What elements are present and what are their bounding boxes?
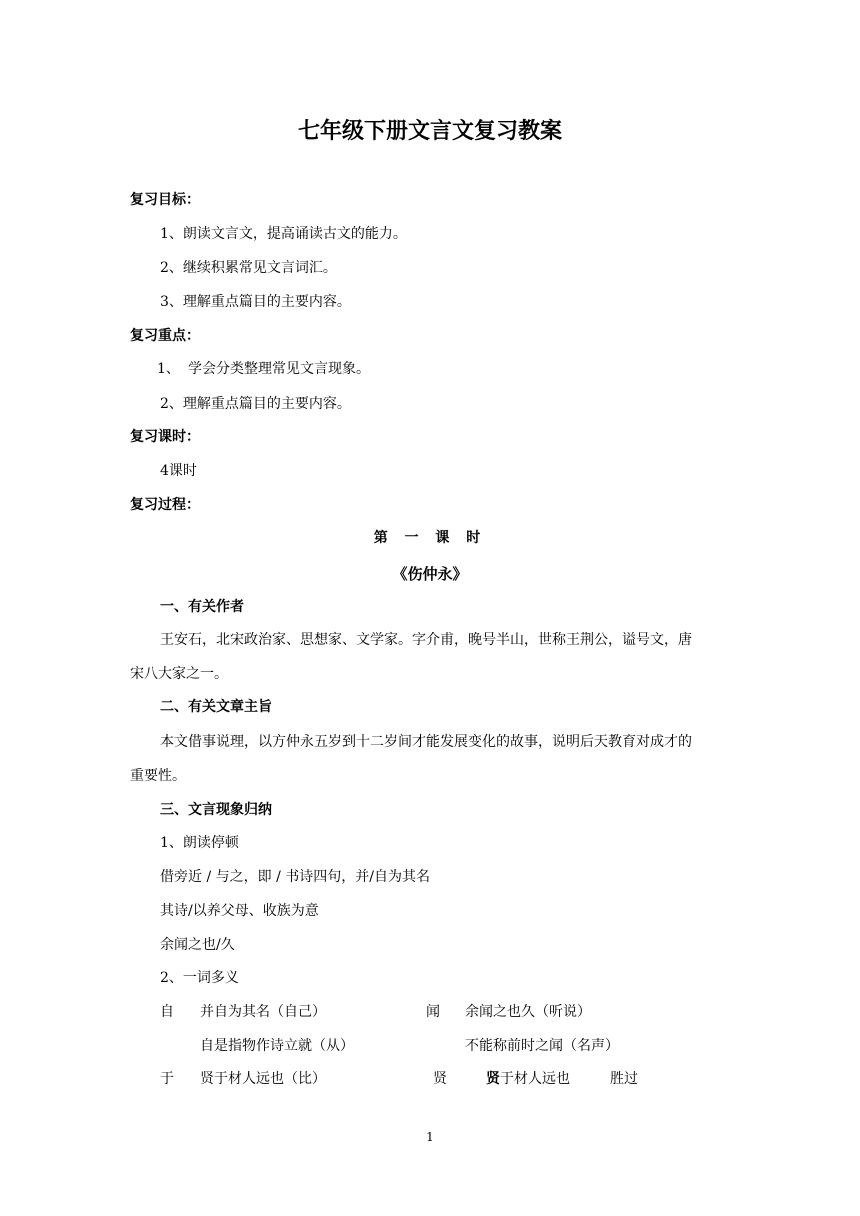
hours-value: 4课时 bbox=[160, 463, 197, 479]
pause-example-2: 其诗/以养父母、收族为意 bbox=[160, 903, 319, 919]
focus-item-1-text: 学会分类整理常见文言现象。 bbox=[188, 361, 370, 377]
page-number: 1 bbox=[426, 1130, 434, 1144]
pause-example-3: 余闻之也/久 bbox=[160, 937, 235, 953]
word-xian-example-rest: 于材人远也 bbox=[500, 1071, 570, 1087]
word-xian-example-1 bbox=[486, 1070, 570, 1088]
goal-item-1: 1、朗读文言文，提高诵读古文的能力。 bbox=[160, 226, 407, 242]
goal-item-3: 3、理解重点篇目的主要内容。 bbox=[160, 294, 351, 310]
goal-item-2: 2、继续积累常见文言词汇。 bbox=[160, 260, 337, 276]
document-title: 七年级下册文言文复习教案 bbox=[297, 119, 562, 144]
word-yu: 于 bbox=[160, 1071, 174, 1087]
focus-item-1-number: 1、 bbox=[157, 361, 180, 377]
theme-paragraph-line-1: 本文借事说理，以方仲永五岁到十二岁间才能发展变化的故事，说明后天教育对成才的 bbox=[160, 734, 692, 750]
word-xian-highlight: 贤 bbox=[486, 1071, 500, 1087]
word-zi-example-2: 自是指物作诗立就（从） bbox=[200, 1038, 354, 1054]
word-xian: 贤 bbox=[433, 1071, 447, 1087]
hours-heading: 复习课时： bbox=[130, 429, 200, 445]
lesson-label: 第 一 课 时 bbox=[373, 530, 487, 546]
author-paragraph-line-1: 王安石，北宋政治家、思想家、文学家。字介甫，晚号半山，世称王荆公，谥号文，唐 bbox=[160, 632, 692, 648]
word-zi: 自 bbox=[160, 1004, 174, 1020]
author-paragraph-line-2: 宋八大家之一。 bbox=[130, 666, 228, 682]
section-phenomena-heading: 三、文言现象归纳 bbox=[160, 802, 272, 818]
section-theme-heading: 二、有关文章主旨 bbox=[160, 699, 272, 715]
word-zi-example-1: 并自为其名（自己） bbox=[200, 1004, 326, 1020]
word-wen: 闻 bbox=[426, 1004, 440, 1020]
word-wen-example-1: 余闻之也久（听说） bbox=[465, 1004, 591, 1020]
pause-example-1: 借旁近 / 与之，即 / 书诗四句，并/自为其名 bbox=[160, 869, 430, 885]
theme-paragraph-line-2: 重要性。 bbox=[130, 768, 186, 784]
focus-item-2: 2、理解重点篇目的主要内容。 bbox=[160, 396, 351, 412]
pause-subheading: 1、朗读停顿 bbox=[160, 835, 239, 851]
text-title: 《伤仲永》 bbox=[392, 565, 468, 583]
word-xian-meaning: 胜过 bbox=[610, 1071, 638, 1087]
section-author-heading: 一、有关作者 bbox=[160, 599, 244, 615]
word-yu-example-1: 贤于材人远也（比） bbox=[200, 1071, 326, 1087]
polysemy-subheading: 2、一词多义 bbox=[160, 970, 239, 986]
process-heading: 复习过程： bbox=[130, 497, 200, 513]
focus-heading: 复习重点： bbox=[130, 328, 200, 344]
goals-heading: 复习目标： bbox=[130, 192, 200, 208]
word-wen-example-2: 不能称前时之闻（名声） bbox=[465, 1038, 619, 1054]
